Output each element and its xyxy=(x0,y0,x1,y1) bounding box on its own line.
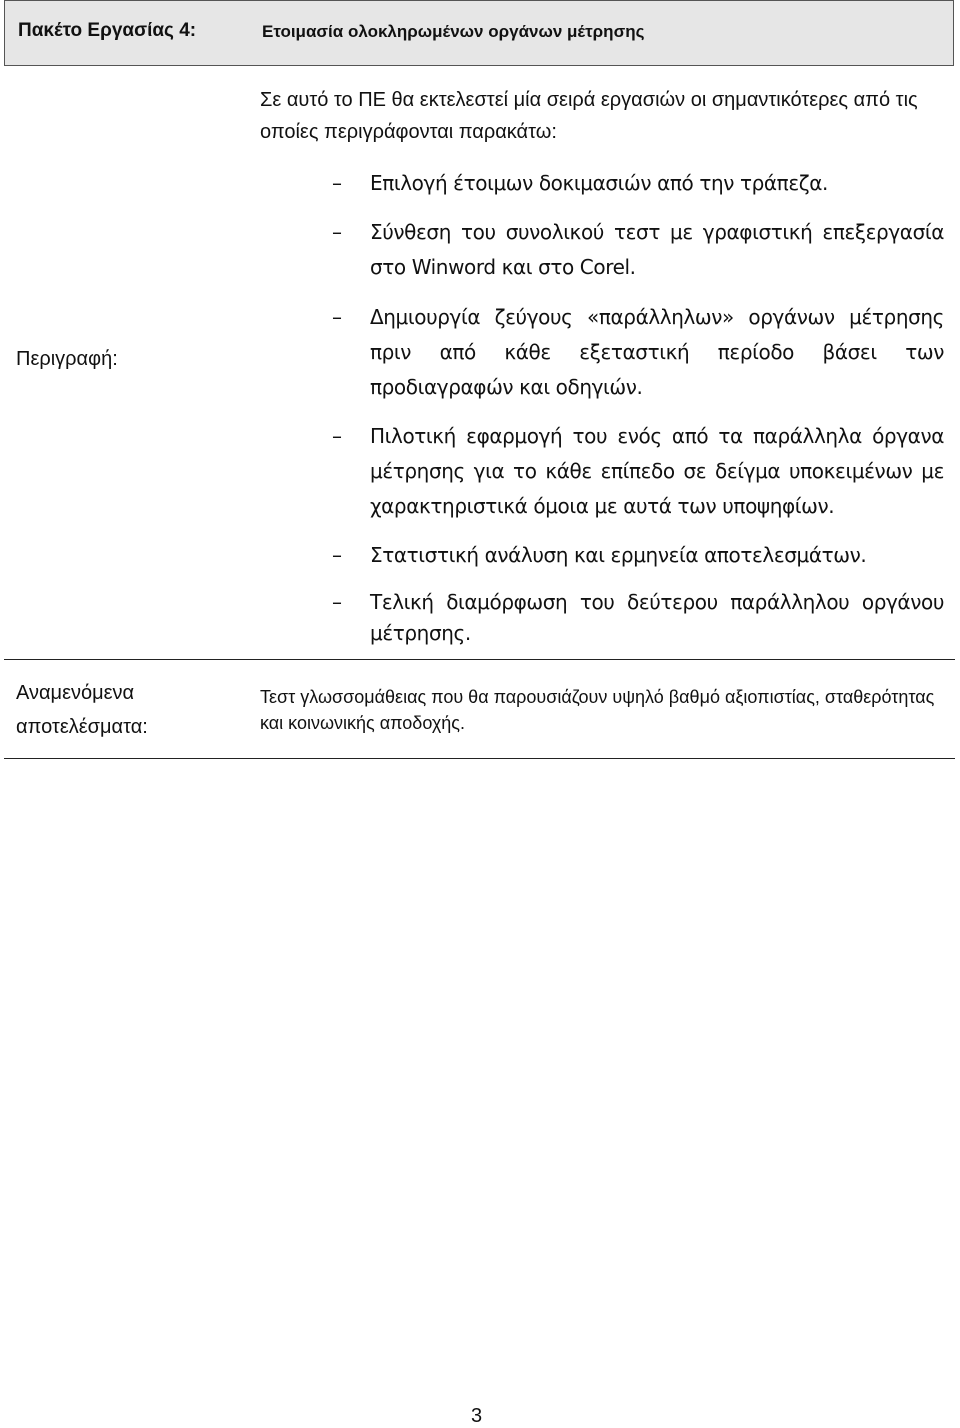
list-item xyxy=(332,300,944,405)
list-item xyxy=(332,587,944,649)
task-list xyxy=(332,166,944,649)
list-item xyxy=(332,538,944,573)
list-item xyxy=(332,419,944,524)
list-item-text: Δημιουργία ζεύγους «παράλληλων» οργάνων μέτρησης πριν από κάθε εξεταστική περίοδο βάσει των προδιαγραφών και οδηγιών. xyxy=(370,305,944,399)
results-text: Τεστ γλωσσομάθειας που θα παρουσιάζουν υψηλό βαθμό αξιοπιστίας, σταθερότητας και κοινωνικής αποδοχής. xyxy=(260,687,935,733)
list-item-text: Τελική διαμόρφωση του δεύτερου παράλληλου οργάνου μέτρησης. xyxy=(370,590,944,645)
dash-bullet-icon: – xyxy=(332,220,342,244)
list-item-text: Επιλογή έτοιμων δοκιμασιών από την τράπεζα. xyxy=(370,171,828,195)
list-item xyxy=(332,215,944,285)
page-number: 3 xyxy=(471,1405,483,1427)
dash-bullet-icon: – xyxy=(332,590,342,614)
work-package-label: Πακέτο Εργασίας 4: xyxy=(18,20,197,41)
row-divider xyxy=(4,758,955,759)
dash-bullet-icon: – xyxy=(332,424,342,448)
list-item xyxy=(332,166,944,201)
description-label: Περιγραφή: xyxy=(16,348,118,370)
dash-bullet-icon: – xyxy=(332,543,342,567)
work-package-header xyxy=(4,0,954,66)
results-label: Αναμενόμενα αποτελέσματα: xyxy=(16,682,148,738)
work-package-title: Ετοιμασία ολοκληρωμένων οργάνων μέτρησης xyxy=(262,22,645,41)
list-item-text: Στατιστική ανάλυση και ερμηνεία αποτελεσμάτων. xyxy=(370,543,867,567)
description-intro: Σε αυτό το ΠΕ θα εκτελεστεί μία σειρά εργασιών οι σημαντικότερες από τις οποίες περιγράφονται παρακάτω: xyxy=(260,89,918,143)
dash-bullet-icon: – xyxy=(332,171,342,195)
dash-bullet-icon: – xyxy=(332,305,342,329)
list-item-text: Σύνθεση του συνολικού τεστ με γραφιστική επεξεργασία στο Winword και στο Corel. xyxy=(370,220,944,279)
row-divider xyxy=(4,659,955,660)
list-item-text: Πιλοτική εφαρμογή του ενός από τα παράλληλα όργανα μέτρησης για το κάθε επίπεδο σε δείγμα υποκειμένων με χαρακτηριστικά όμοια με αυτά των υποψηφίων. xyxy=(370,424,944,518)
